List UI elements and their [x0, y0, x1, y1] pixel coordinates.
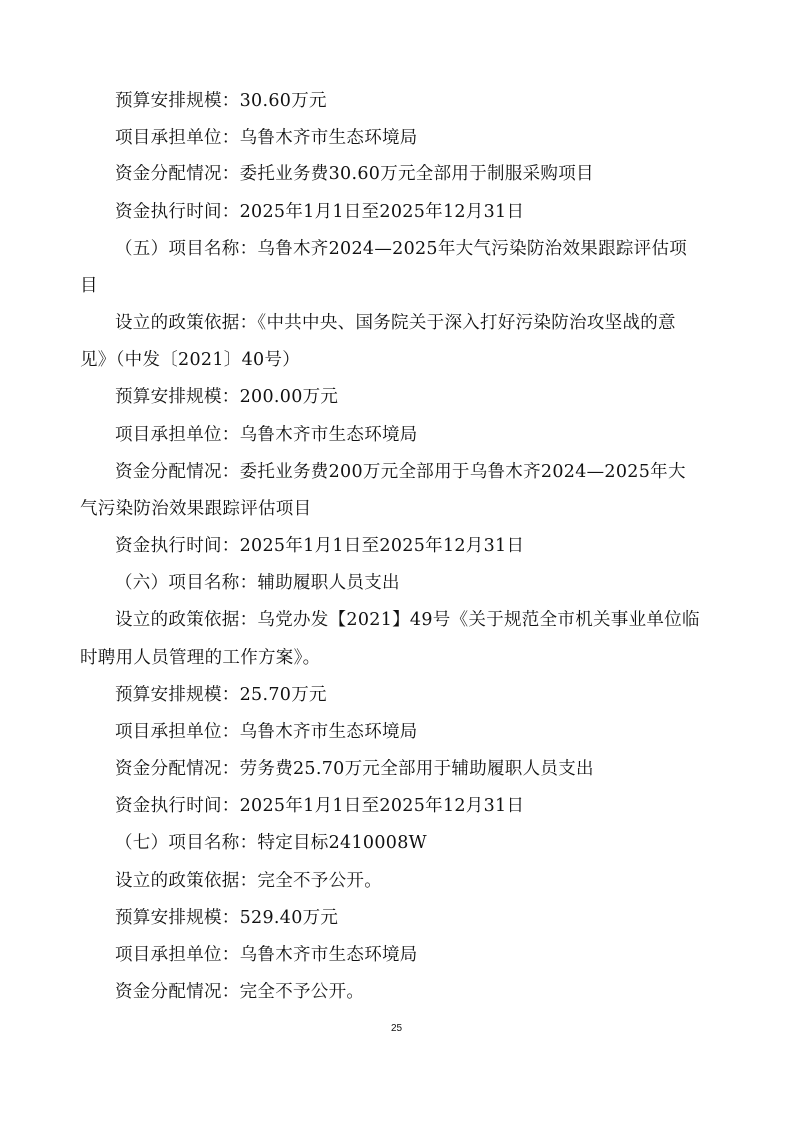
text-line: 预算安排规模：200.00万元 — [115, 387, 339, 407]
text-line: （七）项目名称：特定目标2410008W — [115, 833, 427, 853]
text-line: 项目承担单位：乌鲁木齐市生态环境局 — [115, 945, 418, 965]
text-line: 设立的政策依据：《中共中央、国务院关于深入打好污染防治攻坚战的意 — [115, 313, 676, 333]
text-line: 资金执行时间：2025年1月1日至2025年12月31日 — [115, 536, 525, 556]
text-line: 资金分配情况：委托业务费30.60万元全部用于制服采购项目 — [115, 164, 594, 184]
text-line: 时聘用人员管理的工作方案》。 — [80, 648, 321, 668]
text-line: 设立的政策依据：完全不予公开。 — [115, 871, 382, 891]
text-line: 项目承担单位：乌鲁木齐市生态环境局 — [115, 722, 418, 742]
text-line: 目 — [80, 276, 98, 296]
text-line: 设立的政策依据：乌党办发【2021】49号《关于规范全市机关事业单位临 — [115, 610, 700, 630]
text-line: 资金分配情况：完全不予公开。 — [115, 982, 365, 1002]
text-line: 资金执行时间：2025年1月1日至2025年12月31日 — [115, 796, 525, 816]
text-line: 见》（中发〔2021〕40号） — [80, 350, 301, 370]
text-line: 资金分配情况：委托业务费200万元全部用于乌鲁木齐2024—2025年大 — [115, 462, 686, 482]
text-line: 资金分配情况：劳务费25.70万元全部用于辅助履职人员支出 — [115, 759, 594, 779]
text-line: （六）项目名称：辅助履职人员支出 — [115, 573, 400, 593]
text-line: （五）项目名称：乌鲁木齐2024—2025年大气污染防治效果跟踪评估项 — [115, 239, 688, 259]
text-line: 预算安排规模：30.60万元 — [115, 91, 327, 111]
text-line: 预算安排规模：25.70万元 — [115, 685, 327, 705]
text-line: 气污染防治效果跟踪评估项目 — [80, 499, 312, 519]
text-line: 项目承担单位：乌鲁木齐市生态环境局 — [115, 425, 418, 445]
page-number: 25 — [390, 1023, 403, 1034]
text-line: 预算安排规模：529.40万元 — [115, 908, 339, 928]
text-line: 项目承担单位：乌鲁木齐市生态环境局 — [115, 128, 418, 148]
text-line: 资金执行时间：2025年1月1日至2025年12月31日 — [115, 202, 525, 222]
